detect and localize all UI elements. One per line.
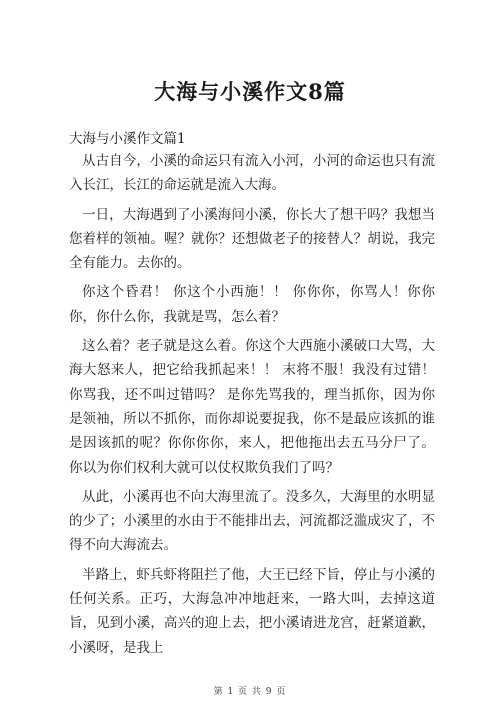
page-footer: 第 1 页 共 9 页 xyxy=(213,687,287,697)
paragraph: 这么着？老子就是这么着。你这个大西施小溪破口大骂，大海大怒来人，把它给我抓起来！！ 末将不服！我没有过错！ 你骂我，还不叫过错吗？ 是你先骂我的，理当抓你，因为你是领袖，所以不抓你，而你却说要捉我，你不是最应该抓的谁是因该抓的呢？你你你你，来人，把他拖出去五马分尸了。 你以为你们权利大就可以仗权欺负我们了吗？ xyxy=(69,338,435,476)
section-heading: 大海与小溪作文篇1 xyxy=(69,131,186,147)
paragraph: 你这个昏君！ 你这个小西施！！ 你你你，你骂人！你你你，你什么你，我就是骂，怎么着？ xyxy=(69,284,435,325)
paragraph: 一日，大海遇到了小溪海问小溪，你长大了想干吗？我想当您着样的领袖。喔？就你？还想做老子的接替人？胡说，我完全有能力。去你的。 xyxy=(69,206,435,272)
paragraph: 从古自今，小溪的命运只有流入小河，小河的命运也只有流入长江，长江的命运就是流入大海。 xyxy=(69,153,435,194)
document-title: 大海与小溪作文8篇 xyxy=(154,79,346,104)
body-text xyxy=(69,149,435,665)
paragraph: 半路上，虾兵虾将阻拦了他，大王已经下旨，停止与小溪的任何关系。正巧，大海急冲冲地赶来，一路大叫，去掉这道旨，见到小溪，高兴的迎上去，把小溪请进龙宫，赶紧道歉，小溪呀，是我上 xyxy=(69,566,435,656)
paragraph: 从此，小溪再也不向大海里流了。没多久，大海里的水明显的少了；小溪里的水由于不能排出去，河流都泛滥成灾了，不得不向大海流去。 xyxy=(69,488,435,554)
